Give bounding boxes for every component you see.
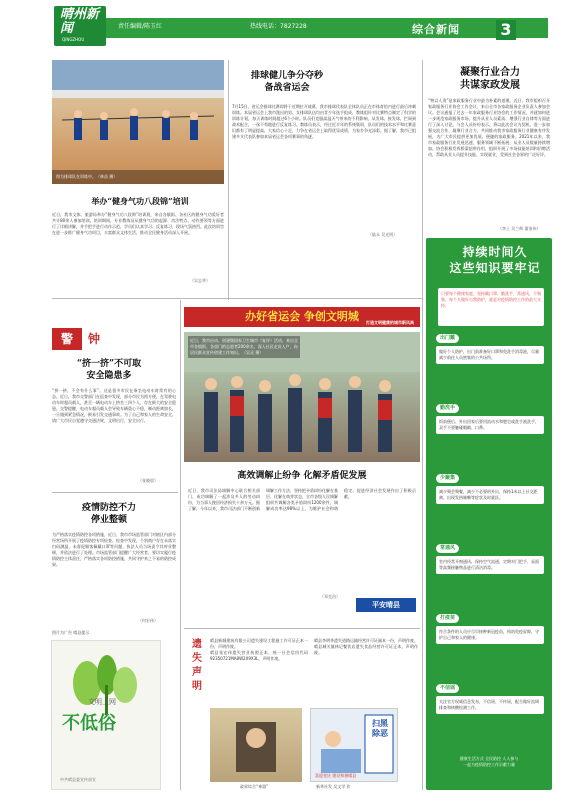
volunteers-group-photo xyxy=(184,332,420,462)
article-housekeeping-author: （李土 吴兰辉 董家伟） xyxy=(498,226,541,231)
volleyball-photo-art xyxy=(52,60,224,184)
tip-step xyxy=(436,404,544,434)
tip-text: 关注官方权威信息发布，不信谣、不传谣，配合做好流调排查和核酸检测工作。 xyxy=(436,696,544,714)
masthead xyxy=(0,0,566,46)
anti-crime-cartoon xyxy=(310,708,398,782)
tip-badge: 出门戴 xyxy=(436,334,459,343)
notice-item: 晴县李明华遗失道路运输经营许可证副本一份，声明作废。 xyxy=(314,638,418,643)
column-divider xyxy=(422,60,423,790)
article-baduanjin-title: 举办“健身气功八段锦”培训 xyxy=(91,196,189,206)
horizontal-divider xyxy=(52,298,422,299)
ping-an-badge: 平安晴县 xyxy=(356,598,416,612)
tip-text: 室内经常开窗通风，保持空气流通，定期对门把手、桌面等高频接触物品进行清洁消毒。 xyxy=(436,556,544,574)
ad-caption-right: 新华社发 吴文学 作 xyxy=(316,784,351,789)
logo-text: 晴州新闻 xyxy=(60,7,100,36)
article-epidemic-author: （何宏伟） xyxy=(138,618,158,623)
page-number: 3 xyxy=(496,20,516,40)
tip-badge: 勤洗手 xyxy=(436,404,459,413)
bottom-middle-art xyxy=(210,708,302,782)
ad-title: 文明上网 xyxy=(88,698,116,706)
article-volleyball-title: 排球健儿争分夺秒 备战省运会 xyxy=(250,71,323,93)
ad-big-text: 不低俗 xyxy=(62,713,116,734)
volleyball-training-photo xyxy=(52,60,224,184)
tip-text: 减少聚会聚餐，减少不必要的外出，保持1米以上社交距离，出现发热咳嗽等症状及时就医。 xyxy=(436,486,544,504)
tips-footer: 健康生活方式 全民防控 人人参与 一起为疫情防控工作贡献力量 xyxy=(459,756,519,767)
tip-step xyxy=(436,684,544,714)
article-mediation-body: 近日，我市司法局调解中心联合相关部门，成功调解了一起涉及多人的劳动纠纷，为当事人挽回经济损失十余万元。据了解，今年以来，我市司法部门不断创新调解工作方法，坚持把矛盾纠纷化解在基层、化解在萌芽状态，全市各级人民调解组织共调解各类矛盾纠纷1200余件，调解成功率达98%以上，为维护社会和谐稳定、促进经济社会发展作出了积极贡献。 xyxy=(188,488,416,511)
bottom-middle-photo xyxy=(210,708,302,782)
article-overload-author: （张晓晨） xyxy=(138,478,158,483)
editor-info: 责任编辑/陈玉红 xyxy=(118,23,163,30)
column-divider xyxy=(228,60,229,300)
tip-badge: 少聚集 xyxy=(436,474,459,483)
article-housekeeping-body: “物以人贵”是家政服务行业中最为朴素的道理。近日，我市组织召开家政服务行业协会工作会议，来自全市各家政服务企业负责人参加会议。会议通报了过去一年家政服务行业协会的工作情况，并就如何进一步规范家政服务市场、提升从业人员素质、增强行业自律等方面进行了深入讨论。与会人员纷纷表示，将以此次会议为契机，进一步加强交流合作，凝聚行业合力，共同推动我市家政服务行业健康有序发展，为广大市民提供更加优质、便捷的家政服务。2021年以来，我市家政服务行业发展迅速，服务领域不断拓展，从业人员数量持续增加。协会积极发挥桥梁纽带作用，组织开展了多场技能培训和招聘活动，帮助从业人员提升技能、实现就业，受到社会各界的广泛好评。 xyxy=(428,98,550,157)
column-divider xyxy=(180,300,181,790)
lost-notice-col1 xyxy=(210,638,308,702)
tip-step xyxy=(436,474,544,504)
tip-text: 符合条件的人员应尽早接种新冠疫苗，构筑免疫屏障，守护自己和家人的健康。 xyxy=(436,626,544,644)
article-volleyball-body: 7月15日，省运会排球比赛即将于近期拉开战幕，我市排球代表队全体队员正在市体育馆内进行最后冲刺训练。本届省运会上我市派出的男、女排球队伍均由青少年选手组成，教练组针对比赛特点制定了科学的训练计划，每天训练时间超过6个小时。队员们克服高温天气带来的不利影响，从发球、接发球、拦网到战术配合，一丝不苟地进行反复练习。教练员表示，经过近半年的系统集训，队员们的技术水平和比赛意识都有了明显提高，大家信心十足，力争在省运会上取得优异成绩，为家乡争光添彩。据了解，我市已组建多支代表队参加本届省运会各项赛事的角逐。 xyxy=(232,104,416,139)
lost-notice-tag: 遗失 声明 xyxy=(192,639,202,692)
article-baduanjin-body: 近日，我市文体、旅游局举办“健身气功八段锦”培训班，来自各镇街、各社区的健身气功爱好者共计80余人参加培训。培训期间，专业教练员从健身气功的起源、功法特点、动作要领等方面进行了详细讲解，并手把手进行动作示范，学员们认真学习、反复练习，现场气氛热烈。此次培训旨在进一步推广健身气功项目，丰富群众文体生活，推动全民健身活动深入开展。 xyxy=(52,212,224,235)
alarm-left-char: 警 xyxy=(52,328,82,350)
tip-badge: 不信谣 xyxy=(436,684,459,693)
tip-step xyxy=(436,544,544,574)
tip-step xyxy=(436,334,544,364)
newspaper-logo xyxy=(54,6,106,46)
banner-sub-text: 打造文明健康的城市新风尚 xyxy=(366,320,414,325)
horizontal-divider xyxy=(52,492,178,493)
article-overload-body: “挤一挤，不会有什么事”。这是很多市民在乘坐电动车时常有的心态。近日，我市交警部门在巡查中发现，部分市民为图方便，在驾驶电动车时超员载人，甚至一辆电动车上挤坐三四个人，存在极大的安全隐患。交警提醒，电动车超员载人会导致车辆重心不稳，制动距离加长，一旦遇到紧急情况，极易引发交通事故。为了自己和家人的生命安全，请广大市民自觉遵守交通法规，文明出行，安全出行。 xyxy=(52,388,176,423)
alarm-bell-column-header xyxy=(52,328,106,350)
article-housekeeping-title: 凝聚行业合力 共谋家政发展 xyxy=(460,67,520,91)
alarm-right-char: 钟 xyxy=(87,332,100,346)
article-overload-title: “挤一挤”不可取 安全隐患多 xyxy=(76,359,142,381)
poster-sub: 喜迎党庆 建设和谐晴县 xyxy=(315,773,357,778)
notice-item: 晴县城关镇林记餐饮店遗失食品经营许可证正本，声明作废。 xyxy=(314,644,418,655)
ad-footer: 中共晴县委宣传部宣 xyxy=(60,777,96,782)
civilized-internet-ad xyxy=(51,640,161,790)
horizontal-divider xyxy=(184,628,420,629)
notice-item: 晴县新城建筑有限公司遗失建设工程施工许可证正本一份，声明作废。 xyxy=(210,638,308,649)
tip-badge: 常通风 xyxy=(436,544,459,553)
article-baduanjin-author: （吴志华） xyxy=(190,278,210,283)
hotline-info: 热线电话：7827228 xyxy=(250,23,307,30)
poster-title: 扫黑除恶 xyxy=(372,719,388,738)
tip-step xyxy=(436,614,544,644)
article-mediation-author: （邓克昌） xyxy=(320,594,340,599)
epidemic-tips-panel xyxy=(426,238,552,790)
section-title: 综合新闻 xyxy=(412,23,460,36)
logo-sub: QINGZHOU xyxy=(62,37,85,42)
tip-text: 饭前便后、外出回家后要用流动水和肥皂或洗手液洗手，双手不要触碰眼睛、口鼻。 xyxy=(436,416,544,434)
group-photo-caption: 近日，我市启动、创建暨国家卫生城市（复评）活动，来自全市各镇街、各部门的志愿者200余名，深入社区走访入户，向居民群众宣传创建工作知识。（吴灵 摄） xyxy=(188,336,300,358)
lost-notice-col2 xyxy=(314,638,418,702)
tips-intro: 只要每个健康家庭，坚持戴口罩，勤洗手，常通风，不聚集，每个人做好自我防护，就是对疫情防控工作的最大支持。 xyxy=(438,288,544,326)
tips-heading: 持续时间久 这些知识要牢记 xyxy=(449,245,541,275)
notice-item: 晴县张宏伟遗失营业执照正本，统一社会信用代码92350721MA8W2X9X3L，声明作废。 xyxy=(210,650,308,661)
ad-caption-mid: 政界综合“神器” xyxy=(240,784,269,789)
article-volleyball-author: （陆永 吴光明） xyxy=(368,232,398,237)
article-mediation-title: 高效调解止纷争 化解矛盾促发展 xyxy=(237,471,367,481)
article-epidemic-title: 疫情防控不力 停业整顿 xyxy=(81,503,136,525)
tip-text: 做好个人防护，出门前准备好口罩和免洗手消毒液，尽量减少前往人员密集的公共场所。 xyxy=(436,346,544,364)
ad-caption-left: 图片为广告 晴县提示 xyxy=(52,630,90,635)
article-epidemic-body: 为严格落实疫情防控各项措施，近日，我市市场监管部门对辖区内部分经营场所开展了疫情防控专项检查。检查中发现，个别商户存在未落实扫码测温、未督促顾客佩戴口罩等问题，执法人员当场责令其停业整顿，并依法进行了处理。市场监管部门提醒广大经营者，要切实履行疫情防控主体责任，严格落实各项防控措施，共同守护来之不易的防控成果。 xyxy=(52,532,176,567)
tip-badge: 打疫苗 xyxy=(436,614,459,623)
provincial-games-banner xyxy=(184,307,420,327)
volleyball-caption: 图为排球队在训练中。（林苗 摄） xyxy=(56,174,118,179)
banner-main-text: 办好省运会 争创文明城 xyxy=(245,310,359,323)
